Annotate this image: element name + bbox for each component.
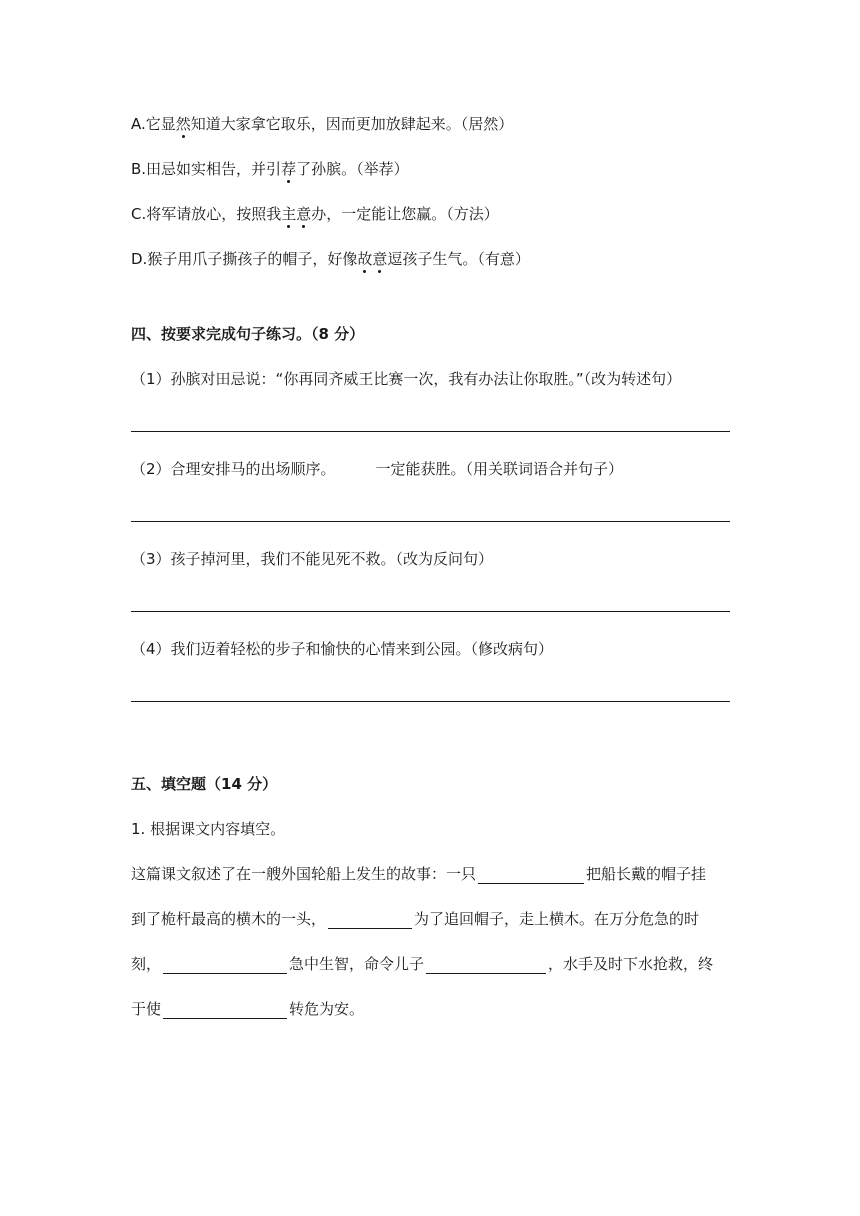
dotted-char: 主 — [281, 205, 297, 223]
fill-text: 到了桅杆最高的横木的一头， — [131, 910, 327, 928]
option-b-text-start: B.田忌如实相告，并引 — [131, 160, 282, 178]
answer-line-4-3[interactable] — [131, 611, 730, 612]
fill-paragraph-line-3 — [131, 954, 731, 974]
dotted-char: 故 — [357, 250, 373, 268]
option-d-text-start: D.猴子用爪子撕孩子的帽子，好像 — [131, 250, 358, 268]
question-4-4: （4）我们迈着轻松的步子和愉快的心情来到公园。（修改病句） — [131, 640, 554, 658]
option-a-text-end: 知道大家拿它取乐，因而更加放肆起来。（居然） — [190, 115, 514, 133]
question-4-2 — [131, 459, 623, 479]
question-4-1: （1）孙膑对田忌说：“你再同齐威王比赛一次，我有办法让你取胜。”（改为转述句） — [131, 370, 682, 388]
answer-line-4-2[interactable] — [131, 521, 730, 522]
dotted-char: 意 — [372, 250, 388, 268]
answer-line-4-4[interactable] — [131, 701, 730, 702]
fill-paragraph-line-1 — [131, 864, 731, 884]
option-c-text-end: 办，一定能让您赢。（方法） — [311, 205, 499, 223]
dotted-char: 然 — [175, 115, 191, 133]
option-b-text-end: 了孙膑。（举荐） — [296, 160, 409, 178]
fill-text: 于使 — [131, 1000, 162, 1018]
section-4-heading: 四、按要求完成句子练习。（8 分） — [131, 325, 365, 343]
option-a — [131, 114, 513, 134]
option-c-text-start: C.将军请放心，按照我 — [131, 205, 282, 223]
fill-blank-2[interactable] — [328, 910, 412, 929]
question-4-2-part-a: （2）合理安排马的出场顺序。 — [131, 460, 336, 478]
option-d-text-end: 逗孩子生气。（有意） — [387, 250, 530, 268]
fill-blank-5[interactable] — [163, 1000, 287, 1019]
option-b — [131, 159, 409, 179]
fill-blank-3[interactable] — [163, 955, 287, 974]
fill-text: 急中生智，命令儿子 — [289, 955, 425, 973]
fill-text: 这篇课文叙述了在一艘外国轮船上发生的故事：一只 — [131, 865, 477, 883]
dotted-char: 荐 — [281, 160, 297, 178]
fill-paragraph-line-2 — [131, 909, 731, 929]
fill-paragraph-line-4 — [131, 999, 731, 1019]
question-4-2-part-b: 一定能获胜。（用关联词语合并句子） — [375, 460, 624, 478]
fill-text: 刻， — [131, 955, 162, 973]
fill-blank-1[interactable] — [478, 865, 584, 884]
question-5-1-label: 1. 根据课文内容填空。 — [131, 820, 286, 838]
option-d — [131, 249, 530, 269]
section-5-heading: 五、填空题（14 分） — [131, 775, 278, 793]
fill-text: 为了追回帽子，走上横木。在万分危急的时 — [414, 910, 700, 928]
question-4-3: （3）孩子掉河里，我们不能见死不救。（改为反问句） — [131, 550, 494, 568]
fill-text: ，水手及时下水抢救，终 — [548, 955, 714, 973]
dotted-char: 意 — [296, 205, 312, 223]
fill-text: 转危为安。 — [289, 1000, 365, 1018]
answer-line-4-1[interactable] — [131, 431, 730, 432]
fill-blank-4[interactable] — [426, 955, 546, 974]
fill-text: 把船长戴的帽子挂 — [586, 865, 707, 883]
option-a-text-start: A.它显 — [131, 115, 176, 133]
option-c — [131, 204, 499, 224]
